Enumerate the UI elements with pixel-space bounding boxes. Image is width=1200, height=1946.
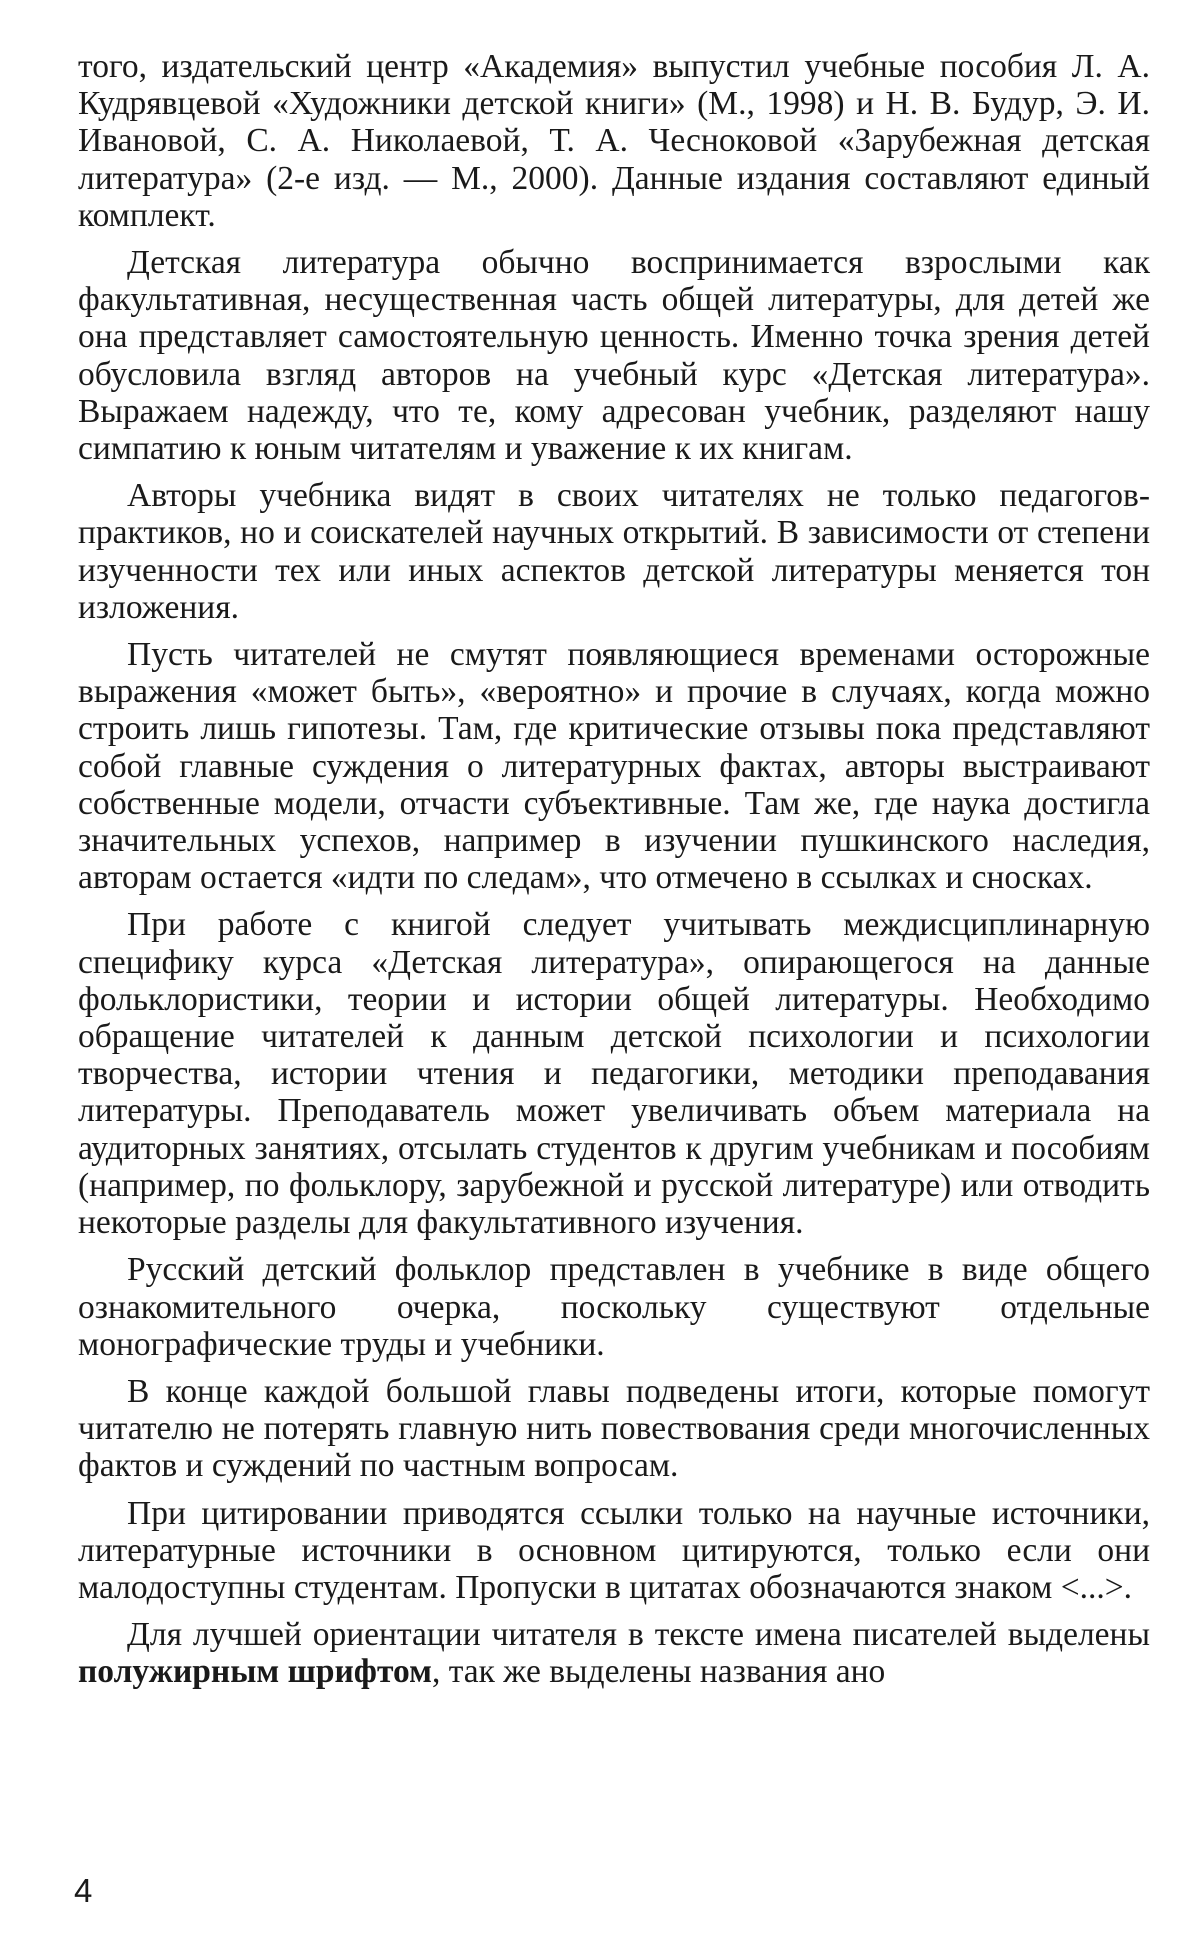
paragraph-6: Русский детский фольклор представлен в учебнике в виде общего ознакомительного очерка, поскольку существуют отдельные монографические труды и учебники. xyxy=(78,1251,1150,1363)
paragraph-9-text-after: , так же выделены названия ано xyxy=(431,1653,886,1691)
paragraph-1: того, издательский центр «Академия» выпустил учебные пособия Л. А. Кудрявцевой «Художники детской книги» (М., 1998) и Н. В. Будур, Э. И. Ивановой, С. А. Николаевой, Т. А. Чесноковой «Зарубежная детская литература» (2-е изд. — М., 2000). Данные издания составляют единый комплект. xyxy=(78,48,1150,234)
paragraph-8: При цитировании приводятся ссылки только на научные источники, литературные источники в основном цитируются, только если они малодоступны студентам. Пропуски в цитатах обозначаются знаком <...>. xyxy=(78,1494,1150,1606)
paragraph-7: В конце каждой большой главы подведены итоги, которые помогут читателю не потерять главную нить повествования среди многочисленных фактов и суждений по частным вопросам. xyxy=(78,1372,1150,1485)
paragraph-9-bold-text: полужирным шрифтом xyxy=(78,1653,432,1691)
page-number: 4 xyxy=(74,1872,93,1909)
paragraph-9-text-before: Для лучшей ориентации читателя в тексте имена писателей выделены xyxy=(127,1616,1150,1654)
paragraph-5: При работе с книгой следует учитывать междисциплинарную специфику курса «Детская литература», опирающегося на данные фольклористики, теории и истории общей литературы. Необходимо обращение читателей к данным детской психологии и психологии творчества, истории чтения и педагогики, методики преподавания литературы. Преподаватель может увеличивать объем материала на аудиторных занятиях, отсылать студентов к другим учебникам и пособиям (например, по фольклору, зарубежной и русской литературе) или отводить некоторые разделы для факультативного изучения. xyxy=(78,906,1150,1242)
page-body xyxy=(78,48,1150,1701)
paragraph-2: Детская литература обычно воспринимается взрослыми как факультативная, несущественная часть общей литературы, для детей же она представляет самостоятельную ценность. Именно точка зрения детей обусловила взгляд авторов на учебный курс «Детская литература». Выражаем надежду, что те, кому адресован учебник, разделяют нашу симпатию к юным читателям и уважение к их книгам. xyxy=(78,244,1150,468)
paragraph-4: Пусть читателей не смутят появляющиеся временами осторожные выражения «может быть», «вероятно» и прочие в случаях, когда можно строить лишь гипотезы. Там, где критические отзывы пока представляют собой главные суждения о литературных фактах, авторы выстраивают собственные модели, отчасти субъективные. Там же, где наука достигла значительных успехов, например в изучении пушкинского наследия, авторам остается «идти по следам», что отмечено в ссылках и сносках. xyxy=(78,636,1150,897)
paragraph-9 xyxy=(78,1616,1150,1690)
paragraph-3: Авторы учебника видят в своих читателях не только педагогов-практиков, но и соискателей научных открытий. В зависимости от степени изученности тех или иных аспектов детской литературы меняется тон изложения. xyxy=(78,477,1150,626)
